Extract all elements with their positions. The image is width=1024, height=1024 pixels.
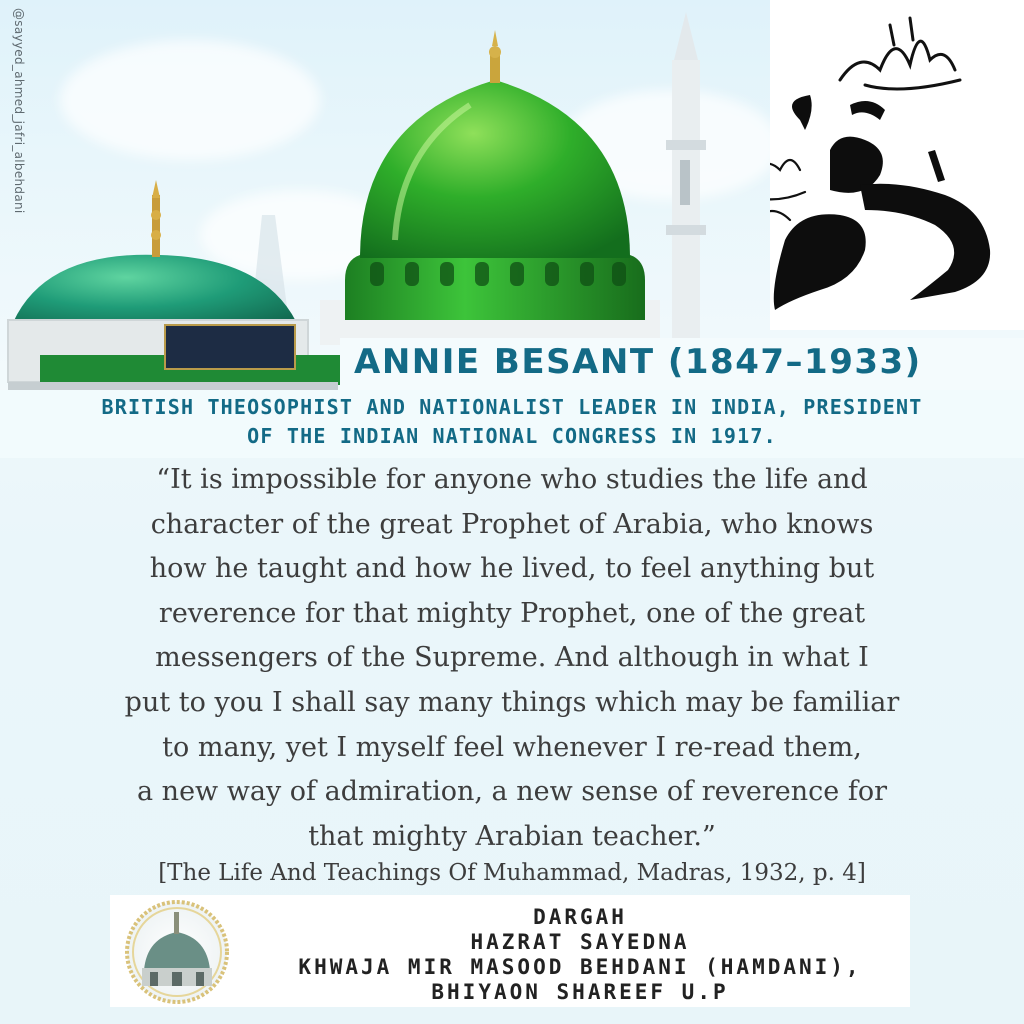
- page-title: ANNIE BESANT (1847–1933): [354, 342, 922, 382]
- footer-line-4: BHIYAON SHAREEF U.P: [431, 980, 729, 1004]
- quote-line: how he taught and how he lived, to feel anything but: [149, 553, 875, 585]
- salawat-calligraphy-icon: [770, 160, 805, 220]
- calligraphy-panel: [770, 0, 1024, 330]
- small-dome: [8, 180, 340, 390]
- quote-line: to many, yet I myself feel whenever I re-read them,: [162, 731, 862, 763]
- quote-line: “It is impossible for anyone who studies the life and: [156, 464, 868, 495]
- quote-line: character of the great Prophet of Arabia, who knows: [150, 508, 874, 540]
- dome-scene: [0, 0, 780, 395]
- rasool-calligraphy-icon: [840, 18, 960, 89]
- green-dome: [320, 30, 660, 345]
- quote-line: a new way of admiration, a new sense of reverence for: [137, 776, 887, 808]
- watermark-handle: @sayyed_ahmed_jafri_albehdani: [12, 8, 26, 214]
- minaret: [666, 12, 706, 350]
- quote-line: put to you I shall say many things which may be familiar: [124, 686, 900, 718]
- calligraphy-art: [770, 0, 1024, 330]
- footer-line-3: KHWAJA MIR MASOOD BEHDANI (HAMDANI),: [298, 955, 862, 979]
- subtitle-line-2: OF THE INDIAN NATIONAL CONGRESS IN 1917.: [247, 424, 777, 448]
- quote-line: that mighty Arabian teacher.”: [308, 820, 716, 852]
- subtitle-line-1: BRITISH THEOSOPHIST AND NATIONALIST LEADER IN INDIA, PRESIDENT: [101, 395, 923, 419]
- citation: [The Life And Teachings Of Muhammad, Madras, 1932, p. 4]: [158, 860, 866, 886]
- quote-block: [10, 458, 1014, 859]
- footer-line-2: HAZRAT SAYEDNA: [470, 930, 690, 954]
- quote-line: messengers of the Supreme. And although in what I: [155, 642, 869, 674]
- footer-line-1: DARGAH: [533, 905, 627, 929]
- muhammad-calligraphy-icon: [774, 95, 990, 310]
- dargah-logo-icon: [122, 900, 232, 1005]
- quote-line: reverence for that mighty Prophet, one of the great: [158, 597, 866, 629]
